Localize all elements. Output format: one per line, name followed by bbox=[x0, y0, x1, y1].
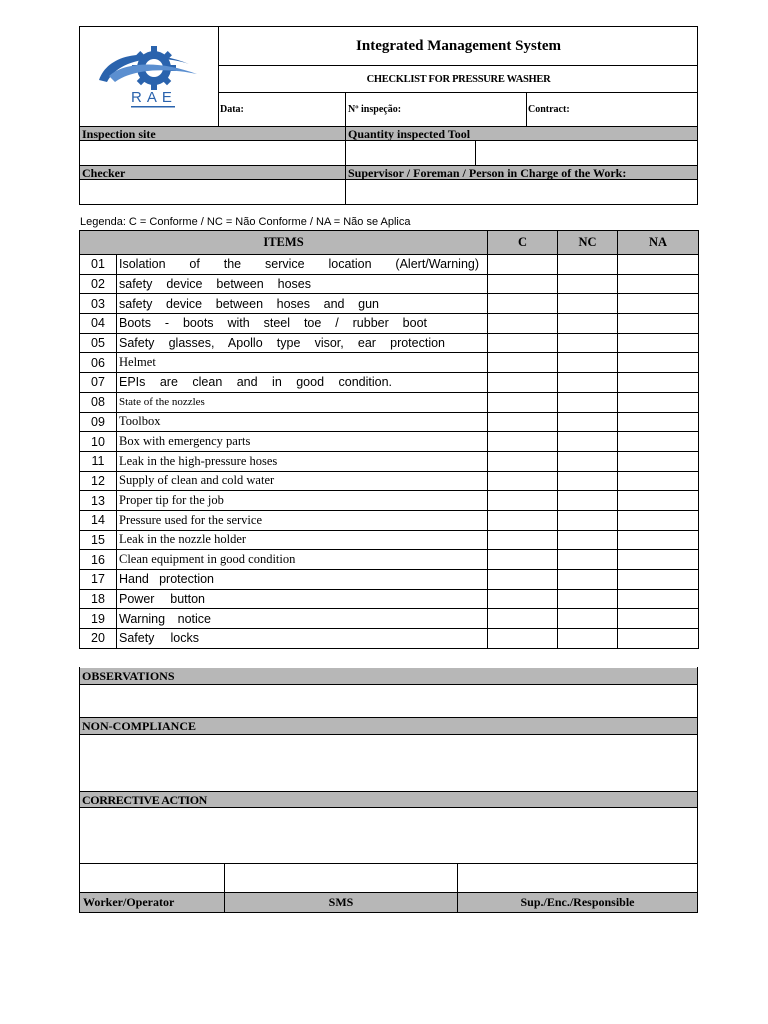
check-cell-nc[interactable] bbox=[558, 274, 618, 294]
item-description: Clean equipment in good condition bbox=[117, 550, 488, 570]
check-cell-nc[interactable] bbox=[558, 609, 618, 629]
check-cell-c[interactable] bbox=[488, 333, 558, 353]
table-row bbox=[80, 353, 699, 373]
table-row bbox=[80, 294, 699, 314]
item-number: 13 bbox=[80, 491, 117, 511]
non-compliance-label: NON-COMPLIANCE bbox=[80, 718, 697, 735]
check-cell-nc[interactable] bbox=[558, 451, 618, 471]
legend-text: Legenda: C = Conforme / NC = Não Conforme / NA = Não se Aplica bbox=[80, 216, 411, 228]
check-cell-na[interactable] bbox=[618, 333, 699, 353]
item-description: State of the nozzles bbox=[117, 392, 488, 412]
check-cell-na[interactable] bbox=[618, 629, 699, 649]
supervisor-field[interactable] bbox=[346, 180, 697, 204]
supervisor-signature-label: Sup./Enc./Responsible bbox=[458, 893, 697, 912]
check-cell-c[interactable] bbox=[488, 510, 558, 530]
check-cell-na[interactable] bbox=[618, 373, 699, 393]
system-title: Integrated Management System bbox=[219, 26, 698, 66]
inspection-site-field[interactable] bbox=[80, 141, 346, 166]
item-number: 09 bbox=[80, 412, 117, 432]
check-cell-nc[interactable] bbox=[558, 353, 618, 373]
column-header-items: ITEMS bbox=[80, 231, 488, 255]
check-cell-nc[interactable] bbox=[558, 294, 618, 314]
item-description: Box with emergency parts bbox=[117, 432, 488, 452]
table-row bbox=[80, 589, 699, 609]
check-cell-nc[interactable] bbox=[558, 530, 618, 550]
check-cell-nc[interactable] bbox=[558, 491, 618, 511]
observations-field[interactable] bbox=[80, 685, 697, 718]
item-number: 19 bbox=[80, 609, 117, 629]
check-cell-c[interactable] bbox=[488, 491, 558, 511]
table-row bbox=[80, 314, 699, 334]
item-description: Hand protection bbox=[117, 570, 488, 590]
table-row bbox=[80, 373, 699, 393]
item-description: Supply of clean and cold water bbox=[117, 471, 488, 491]
table-row bbox=[80, 510, 699, 530]
table-row bbox=[80, 530, 699, 550]
check-cell-na[interactable] bbox=[618, 491, 699, 511]
check-cell-nc[interactable] bbox=[558, 471, 618, 491]
contract-label: Contract: bbox=[528, 104, 570, 115]
item-description: Boots - boots with steel toe / rubber boot bbox=[117, 314, 488, 334]
item-description: Helmet bbox=[117, 353, 488, 373]
item-number: 14 bbox=[80, 510, 117, 530]
check-cell-c[interactable] bbox=[488, 255, 558, 275]
item-number: 04 bbox=[80, 314, 117, 334]
check-cell-c[interactable] bbox=[488, 570, 558, 590]
item-description: safety device between hoses and gun bbox=[117, 294, 488, 314]
check-cell-na[interactable] bbox=[618, 570, 699, 590]
item-number: 06 bbox=[80, 353, 117, 373]
item-description: Safety locks bbox=[117, 629, 488, 649]
worker-signature-label: Worker/Operator bbox=[80, 893, 225, 912]
item-number: 07 bbox=[80, 373, 117, 393]
item-number: 16 bbox=[80, 550, 117, 570]
item-number: 11 bbox=[80, 451, 117, 471]
check-cell-nc[interactable] bbox=[558, 589, 618, 609]
quantity-field[interactable] bbox=[346, 141, 476, 166]
column-header-nc: NC bbox=[558, 231, 618, 255]
check-cell-nc[interactable] bbox=[558, 333, 618, 353]
check-cell-c[interactable] bbox=[488, 392, 558, 412]
gear-logo-icon bbox=[79, 26, 219, 126]
check-cell-na[interactable] bbox=[618, 609, 699, 629]
item-description: EPIs are clean and in good condition. bbox=[117, 373, 488, 393]
table-row bbox=[80, 412, 699, 432]
item-description: Isolation of the service location (Alert/Warning) bbox=[117, 255, 488, 275]
item-number: 03 bbox=[80, 294, 117, 314]
item-description: Leak in the high-pressure hoses bbox=[117, 451, 488, 471]
item-description: Proper tip for the job bbox=[117, 491, 488, 511]
item-description: Safety glasses, Apollo type visor, ear protection bbox=[117, 333, 488, 353]
check-cell-c[interactable] bbox=[488, 550, 558, 570]
date-field-label: Data: bbox=[219, 93, 346, 127]
item-number: 20 bbox=[80, 629, 117, 649]
sms-signature-label: SMS bbox=[225, 893, 458, 912]
check-cell-na[interactable] bbox=[618, 550, 699, 570]
check-cell-na[interactable] bbox=[618, 530, 699, 550]
check-cell-nc[interactable] bbox=[558, 314, 618, 334]
check-cell-c[interactable] bbox=[488, 314, 558, 334]
check-cell-nc[interactable] bbox=[558, 570, 618, 590]
logo bbox=[79, 26, 219, 127]
observations-label: OBSERVATIONS bbox=[80, 668, 697, 685]
check-cell-c[interactable] bbox=[488, 353, 558, 373]
checker-label: Checker bbox=[80, 166, 346, 180]
table-row bbox=[80, 629, 699, 649]
check-cell-nc[interactable] bbox=[558, 550, 618, 570]
check-cell-nc[interactable] bbox=[558, 629, 618, 649]
table-row bbox=[80, 392, 699, 412]
table-row bbox=[80, 471, 699, 491]
check-cell-na[interactable] bbox=[618, 294, 699, 314]
check-cell-c[interactable] bbox=[488, 629, 558, 649]
table-row bbox=[80, 432, 699, 452]
inspection-number-label: Nº inspeção: bbox=[346, 93, 527, 127]
column-header-na: NA bbox=[618, 231, 699, 255]
item-description: safety device between hoses bbox=[117, 274, 488, 294]
logo-text: RAE bbox=[131, 89, 177, 106]
check-cell-nc[interactable] bbox=[558, 510, 618, 530]
inspection-site-label: Inspection site bbox=[80, 127, 346, 141]
check-cell-nc[interactable] bbox=[558, 392, 618, 412]
check-cell-na[interactable] bbox=[618, 353, 699, 373]
column-header-c: C bbox=[488, 231, 558, 255]
item-number: 17 bbox=[80, 570, 117, 590]
item-number: 01 bbox=[80, 255, 117, 275]
table-row bbox=[80, 570, 699, 590]
item-number: 02 bbox=[80, 274, 117, 294]
check-cell-nc[interactable] bbox=[558, 412, 618, 432]
check-cell-nc[interactable] bbox=[558, 373, 618, 393]
table-row bbox=[80, 451, 699, 471]
check-cell-na[interactable] bbox=[618, 392, 699, 412]
check-cell-c[interactable] bbox=[488, 471, 558, 491]
item-description: Pressure used for the service bbox=[117, 510, 488, 530]
quantity-inspected-label: Quantity inspected Tool bbox=[346, 127, 697, 141]
supervisor-signature-field[interactable] bbox=[458, 864, 697, 893]
item-description: Toolbox bbox=[117, 412, 488, 432]
check-cell-c[interactable] bbox=[488, 451, 558, 471]
non-compliance-field[interactable] bbox=[80, 735, 697, 792]
table-header-row bbox=[80, 231, 699, 255]
check-cell-c[interactable] bbox=[488, 274, 558, 294]
check-cell-na[interactable] bbox=[618, 255, 699, 275]
checker-field[interactable] bbox=[80, 180, 346, 204]
quantity-field-extra[interactable] bbox=[476, 141, 697, 166]
table-row bbox=[80, 550, 699, 570]
table-row bbox=[80, 609, 699, 629]
item-description: Power button bbox=[117, 589, 488, 609]
corrective-action-label: CORRECTIVE ACTION bbox=[80, 792, 697, 808]
check-cell-c[interactable] bbox=[488, 609, 558, 629]
check-cell-c[interactable] bbox=[488, 294, 558, 314]
corrective-action-field[interactable] bbox=[80, 808, 697, 863]
item-number: 05 bbox=[80, 333, 117, 353]
item-number: 15 bbox=[80, 530, 117, 550]
item-number: 18 bbox=[80, 589, 117, 609]
supervisor-label: Supervisor / Foreman / Person in Charge of the Work: bbox=[346, 166, 697, 180]
check-cell-na[interactable] bbox=[618, 510, 699, 530]
item-description: Warning notice bbox=[117, 609, 488, 629]
worker-signature-field[interactable] bbox=[80, 864, 225, 893]
check-cell-c[interactable] bbox=[488, 373, 558, 393]
form-title: CHECKLIST FOR PRESSURE WASHER bbox=[219, 66, 698, 93]
table-row bbox=[80, 491, 699, 511]
check-cell-na[interactable] bbox=[618, 471, 699, 491]
item-number: 10 bbox=[80, 432, 117, 452]
item-description: Leak in the nozzle holder bbox=[117, 530, 488, 550]
item-number: 12 bbox=[80, 471, 117, 491]
item-number: 08 bbox=[80, 392, 117, 412]
table-row bbox=[80, 274, 699, 294]
sms-signature-field[interactable] bbox=[225, 864, 458, 893]
check-cell-nc[interactable] bbox=[558, 432, 618, 452]
check-cell-na[interactable] bbox=[618, 412, 699, 432]
table-row bbox=[80, 255, 699, 275]
check-cell-na[interactable] bbox=[618, 451, 699, 471]
check-cell-c[interactable] bbox=[488, 412, 558, 432]
check-cell-na[interactable] bbox=[618, 274, 699, 294]
check-cell-nc[interactable] bbox=[558, 255, 618, 275]
check-cell-na[interactable] bbox=[618, 432, 699, 452]
check-cell-c[interactable] bbox=[488, 589, 558, 609]
check-cell-na[interactable] bbox=[618, 314, 699, 334]
checklist-table bbox=[79, 230, 699, 649]
check-cell-na[interactable] bbox=[618, 589, 699, 609]
table-row bbox=[80, 333, 699, 353]
check-cell-c[interactable] bbox=[488, 530, 558, 550]
check-cell-c[interactable] bbox=[488, 432, 558, 452]
